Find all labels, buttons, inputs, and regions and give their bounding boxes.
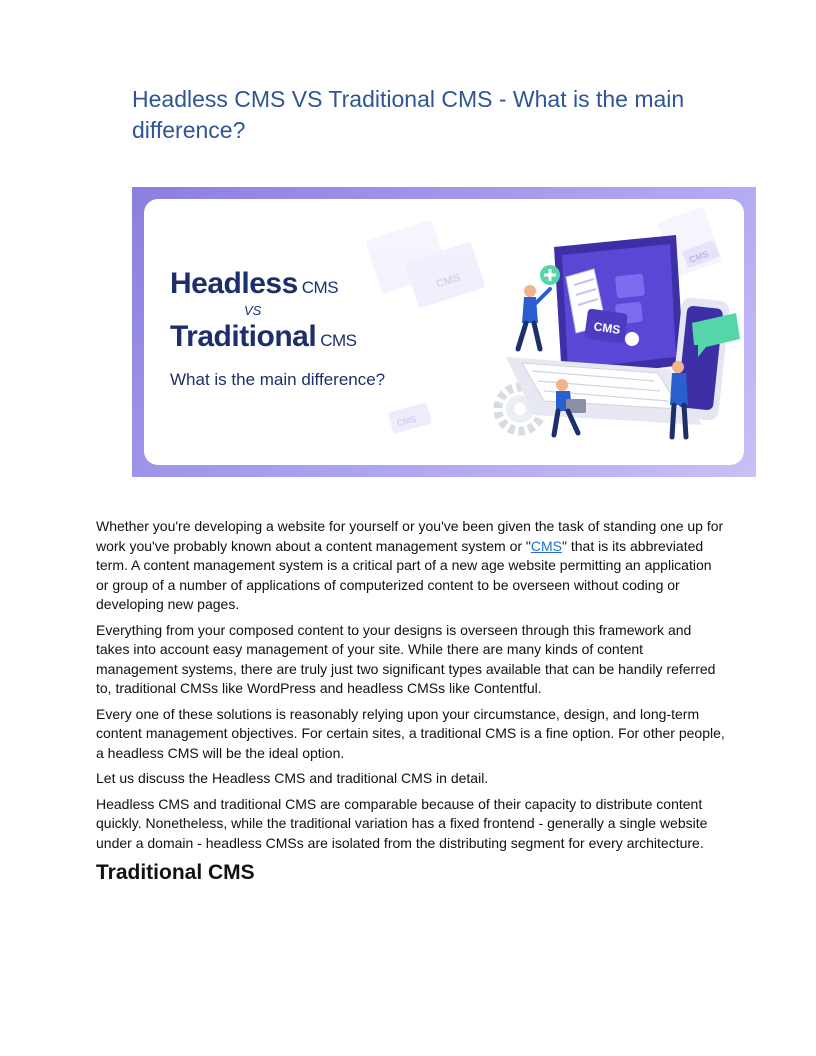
svg-text:CMS: CMS <box>592 319 622 337</box>
page-title: Headless CMS VS Traditional CMS - What is the main difference? <box>132 86 685 143</box>
banner-text <box>170 267 385 390</box>
paragraph-intro-text-2: " that is its abbreviated term. A content management system is a critical part of a new age website permitting an application or group of a number of applications of computerized content to be overseen without coding or developing new pages. <box>96 537 712 612</box>
banner-image <box>132 187 756 477</box>
banner-headless-cms: CMS <box>301 278 339 297</box>
svg-text:CMS: CMS <box>687 248 710 266</box>
paragraph-solutions: Every one of these solutions is reasonably relying upon your circumstance, design, and long-term content management objectives. For certain sites, a traditional CMS is a fine option. For other people, a headless CMS will be the ideal option. <box>96 705 725 761</box>
paragraph-comparison: Headless CMS and traditional CMS are comparable because of their capacity to distribute content quickly. Nonetheless, while the traditional variation has a fixed frontend - generally a single website under a domain - headless CMSs are isolated from the distributing segment for every architecture. <box>96 795 708 851</box>
banner-card <box>144 199 744 465</box>
paragraph-intro-text-1: Whether you're developing a website for yourself or you've been given the task of standing one up for work you've probably known about a content management system or " <box>96 518 724 554</box>
ghost-document-left <box>365 220 486 309</box>
banner-traditional-bold: Traditional <box>170 320 317 353</box>
cms-link[interactable]: CMS <box>530 537 562 554</box>
banner-headless-line <box>170 267 385 301</box>
banner-traditional-cms: CMS <box>320 331 357 350</box>
banner-headless-bold: Headless <box>170 267 298 300</box>
cms-illustration <box>354 199 744 465</box>
paragraph-discuss: Let us discuss the Headless CMS and traditional CMS in detail. <box>96 770 489 786</box>
banner-vs: VS <box>244 303 262 318</box>
paragraph-intro <box>96 517 726 615</box>
svg-text:CMS: CMS <box>395 413 418 429</box>
person-standing-icon <box>518 265 560 349</box>
article-body <box>96 517 726 887</box>
section-heading-traditional-cms: Traditional CMS <box>96 861 255 884</box>
banner-question: What is the main difference? <box>170 370 386 389</box>
banner-traditional-line <box>170 320 385 354</box>
svg-text:CMS: CMS <box>434 271 462 291</box>
paragraph-framework: Everything from your composed content to your designs is overseen through this framework and takes into account easy management of your site. While there are many kinds of content management systems, there are truly just two significant types available that can be handily referred to, traditional CMSs like WordPress and headless CMSs like Contentful. <box>96 621 716 696</box>
ghost-document-bottom <box>388 402 432 434</box>
